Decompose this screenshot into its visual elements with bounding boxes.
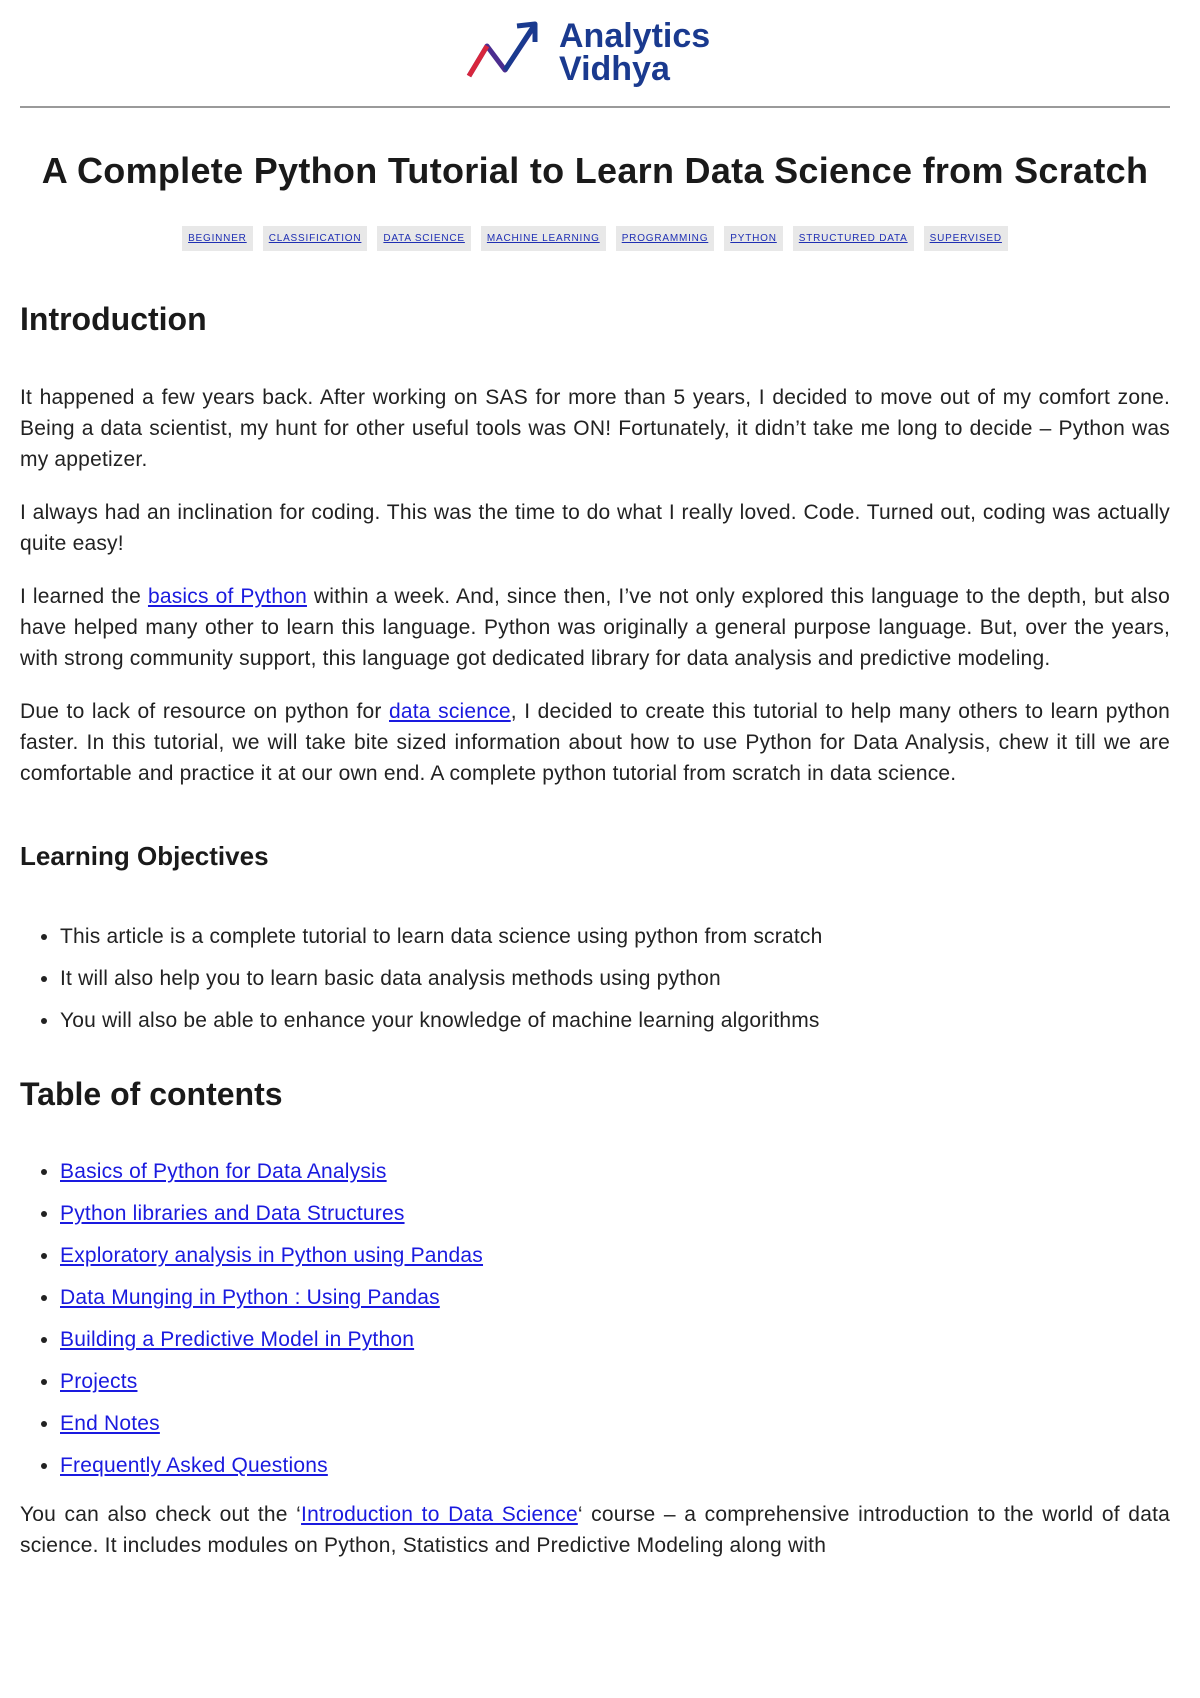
tag-structured-data[interactable]: STRUCTURED DATA (793, 226, 914, 251)
intro-paragraph-3-end: within a week. And, since then, I’ve not only explored this language to the depth, but also have helped many other to learn this language. Python was originally a general purpose language. But, over the years, with strong community support, this language got dedicated library for data analysis and predictive modeling. (20, 585, 1170, 670)
toc-link-faq[interactable]: Frequently Asked Questions (60, 1454, 328, 1477)
intro-paragraph-1: It happened a few years back. After working on SAS for more than 5 years, I decided to move out of my comfort zone. Being a data scientist, my hunt for other useful tools was ON! Fortunately, it didn’t take me long to decide – Python was my appetizer. (20, 386, 1170, 471)
tag-programming[interactable]: PROGRAMMING (616, 226, 715, 251)
list-item: • You will also be able to enhance your knowledge of machine learning algorithms (60, 1000, 1170, 1042)
intro-paragraph-2: I always had an inclination for coding. This was the time to do what I really loved. Code. Turned out, coding was actually quite easy! (20, 501, 1170, 555)
article-page (20, 0, 1170, 1561)
list-item: • This article is a complete tutorial to learn data science using python from scratch (60, 916, 1170, 958)
tag-list (20, 226, 1170, 251)
toc-item (60, 1151, 1170, 1193)
toc-list (20, 1151, 1170, 1487)
table-of-contents-heading: Table of contents (20, 1076, 283, 1112)
brand-logo[interactable] (465, 18, 710, 88)
objectives-list (20, 916, 1170, 1042)
tag-python[interactable]: PYTHON (724, 226, 782, 251)
toc-link-basics-of-python[interactable]: Basics of Python for Data Analysis (60, 1160, 387, 1183)
list-item: • It will also help you to learn basic data analysis methods using python (60, 958, 1170, 1000)
introduction-heading: Introduction (20, 301, 207, 337)
tag-data-science[interactable]: DATA SCIENCE (377, 226, 470, 251)
tag-supervised[interactable]: SUPERVISED (924, 226, 1008, 251)
brand-name (559, 17, 711, 88)
tag-classification[interactable]: CLASSIFICATION (263, 226, 368, 251)
brand-line1: Analytics (559, 17, 711, 55)
toc-item (60, 1445, 1170, 1487)
toc-item (60, 1319, 1170, 1361)
intro-paragraph-3-start: I learned the (20, 585, 148, 608)
closing-paragraph-start: You can also check out the ‘ (20, 1503, 302, 1526)
intro-paragraph-4-start: Due to lack of resource on python for (20, 700, 390, 723)
toc-item (60, 1235, 1170, 1277)
toc-item (60, 1403, 1170, 1445)
article-title: A Complete Python Tutorial to Learn Data Science from Scratch (41, 150, 1149, 191)
toc-item (60, 1193, 1170, 1235)
brand-line2: Vidhya (559, 50, 670, 88)
data-science-link[interactable]: data science (389, 700, 511, 723)
closing-paragraph-end: ‘ course – a comprehensive introduction to the world of data science. It includes modules on Python, Statistics and Predictive Modeling along with (20, 1503, 1170, 1557)
intro-to-data-science-link[interactable]: Introduction to Data Science (301, 1503, 578, 1526)
toc-link-predictive-model[interactable]: Building a Predictive Model in Python (60, 1328, 415, 1351)
intro-paragraph-3 (20, 581, 1170, 674)
trend-arrow-icon (465, 18, 555, 88)
tag-beginner[interactable]: BEGINNER (182, 226, 253, 251)
intro-paragraph-4-end: , I decided to create this tutorial to help many others to learn python faster. In this tutorial, we will take bite sized information about how to use Python for Data Analysis, chew it till we are comfortable and practice it at our own end. A complete python tutorial from scratch in data science. (20, 700, 1171, 785)
basics-of-python-link[interactable]: basics of Python (147, 585, 307, 608)
tag-machine-learning[interactable]: MACHINE LEARNING (481, 226, 606, 251)
toc-link-end-notes[interactable]: End Notes (60, 1412, 160, 1435)
toc-link-data-munging[interactable]: Data Munging in Python : Using Pandas (60, 1286, 440, 1309)
site-header (20, 0, 1170, 108)
toc-item (60, 1361, 1170, 1403)
toc-link-projects[interactable]: Projects (60, 1370, 138, 1393)
intro-paragraph-4 (20, 696, 1170, 789)
closing-paragraph (20, 1499, 1170, 1561)
toc-item (60, 1277, 1170, 1319)
learning-objectives-heading: Learning Objectives (20, 841, 269, 871)
toc-link-python-libraries[interactable]: Python libraries and Data Structures (60, 1202, 405, 1225)
toc-link-exploratory-analysis[interactable]: Exploratory analysis in Python using Pandas (60, 1244, 484, 1267)
